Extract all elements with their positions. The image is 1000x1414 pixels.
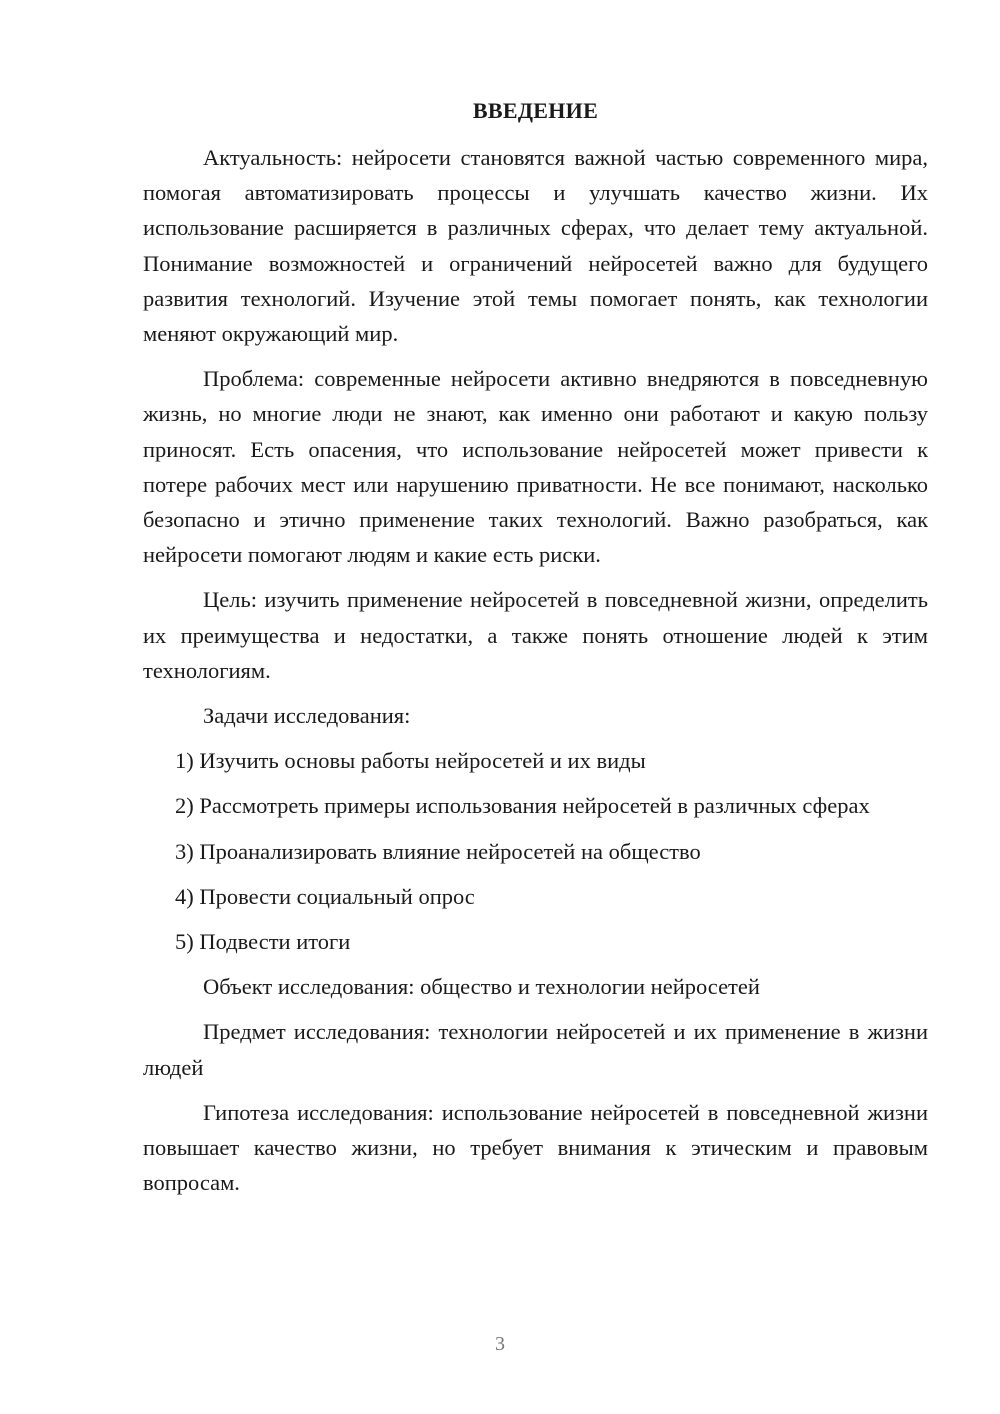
task-item: 2) Рассмотреть примеры использования нейросетей в различных сферах [175, 793, 870, 819]
task-item: 3) Проанализировать влияние нейросетей на общество [175, 838, 701, 864]
hypothesis-paragraph: Гипотеза исследования: использование нейросетей в повседневной жизни повышает качество жизни, но требует внимания к этическим и правовым вопросам. [143, 1099, 928, 1196]
task-item: 5) Подвести итоги [175, 929, 351, 955]
subject-paragraph: Предмет исследования: технологии нейросетей и их применение в жизни людей [143, 1019, 928, 1080]
task-item: 1) Изучить основы работы нейросетей и их виды [175, 748, 646, 774]
goal-paragraph: Цель: изучить применение нейросетей в повседневной жизни, определить их преимущества и недостатки, а также понять отношение людей к этим технологиям. [143, 587, 928, 683]
task-item: 4) Провести социальный опрос [175, 883, 475, 909]
page-number: 3 [495, 1333, 505, 1355]
document-page [143, 96, 928, 1210]
problem-paragraph: Проблема: современные нейросети активно внедряются в повседневную жизнь, но многие люди не знают, как именно они работают и какую пользу приносят. Есть опасения, что использование нейросетей может привести к потере рабочих мест или нарушению приватности. Не все понимают, насколько безопасно и этично применение таких технологий. Важно разобраться, как нейросети помогают людям и какие есть риски. [143, 366, 928, 568]
relevance-paragraph: Актуальность: нейросети становятся важной частью современного мира, помогая автоматизировать процессы и улучшать качество жизни. Их использование расширяется в различных сферах, что делает тему актуальной. Понимание возможностей и ограничений нейросетей важно для будущего развития технологий. Изучение этой темы помогает понять, как технологии меняют окружающий мир. [143, 145, 928, 347]
page-title: ВВЕДЕНИЕ [472, 98, 599, 123]
tasks-heading: Задачи исследования: [203, 703, 411, 729]
object-paragraph: Объект исследования: общество и технологии нейросетей [203, 974, 760, 1000]
